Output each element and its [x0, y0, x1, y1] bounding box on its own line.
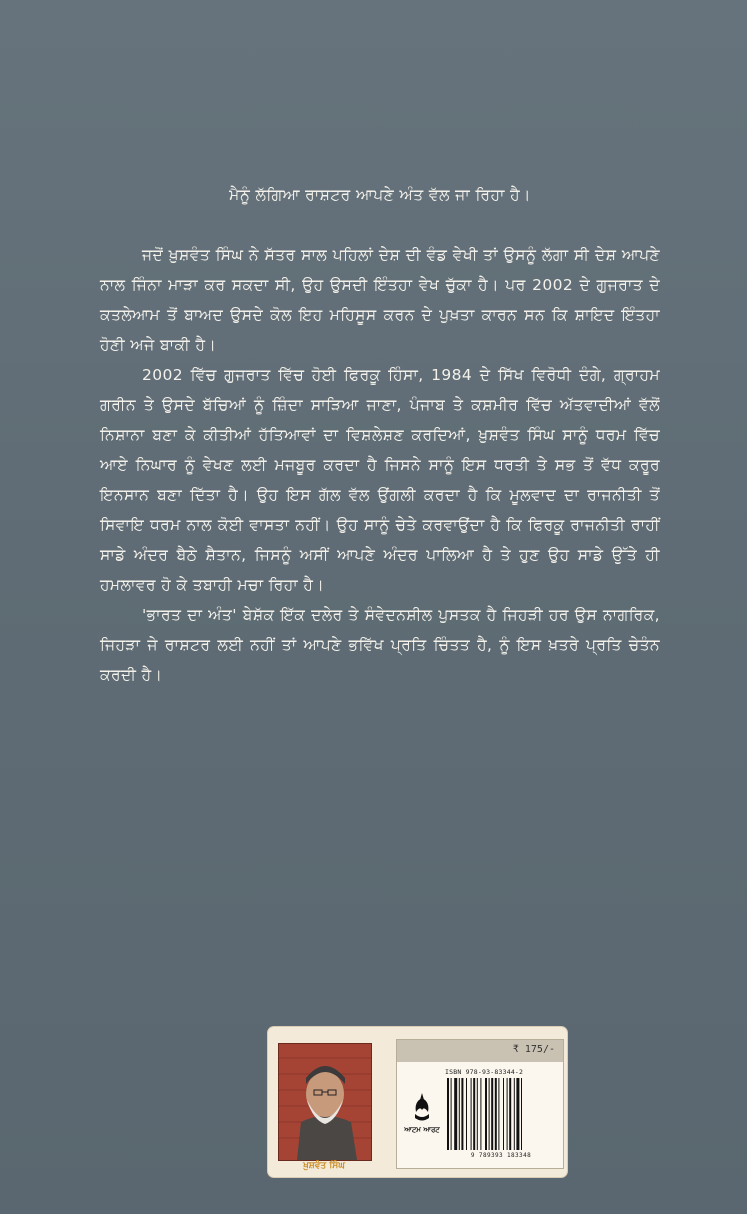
- author-name: ਖ਼ੁਸ਼ਵੰਤ ਸਿੰਘ: [303, 1161, 345, 1171]
- barcode-bar: [503, 1078, 504, 1150]
- barcode-bar: [509, 1078, 511, 1150]
- author-photo: [278, 1043, 372, 1161]
- barcode-bar: [454, 1078, 457, 1150]
- barcode-bar: [473, 1078, 475, 1150]
- barcode-bar: [507, 1078, 508, 1150]
- price-sticker: [268, 1027, 567, 1177]
- barcode-bar: [489, 1078, 490, 1150]
- price-strip: [397, 1040, 563, 1062]
- barcode: [445, 1078, 557, 1150]
- barcode-bar: [485, 1078, 487, 1150]
- isbn-label: ISBN 978-93-83344-2: [445, 1068, 524, 1076]
- barcode-bar: [461, 1078, 463, 1150]
- blurb-text: [100, 180, 660, 690]
- barcode-bar: [480, 1078, 481, 1150]
- barcode-bar: [447, 1078, 449, 1150]
- blurb-paragraph-3: 'ਭਾਰਤ ਦਾ ਅੰਤ' ਬੇਸ਼ੱਕ ਇੱਕ ਦਲੇਰ ਤੇ ਸੰਵੇਦਨਸ਼ੀਲ ਪੁਸਤਕ ਹੈ ਜਿਹੜੀ ਹਰ ਉਸ ਨਾਗਰਿਕ, ਜਿਹੜਾ ਜੇ ਰਾਸ਼ਟਰ ਲਈ ਨਹੀਂ ਤਾਂ ਆਪਣੇ ਭਵਿੱਖ ਪ੍ਰਤਿ ਚਿੰਤਤ ਹੈ, ਨੂੰ ਇਸ ਖ਼ਤਰੇ ਪ੍ਰਤਿ ਚੇਤੰਨ ਕਰਦੀ ਹੈ।: [100, 606, 660, 684]
- publisher-logo-icon: [405, 1090, 439, 1124]
- blurb-paragraph-2: 2002 ਵਿੱਚ ਗੁਜਰਾਤ ਵਿੱਚ ਹੋਈ ਫਿਰਕੂ ਹਿੰਸਾ, 1984 ਦੇ ਸਿੱਖ ਵਿਰੋਧੀ ਦੰਗੇ, ਗ੍ਰਾਹਮ ਗਰੀਨ ਤੇ ਉਸਦੇ ਬੱਚਿਆਂ ਨੂੰ ਜ਼ਿੰਦਾ ਸਾੜਿਆ ਜਾਣਾ, ਪੰਜਾਬ ਤੇ ਕਸ਼ਮੀਰ ਵਿੱਚ ਅੱਤਵਾਦੀਆਂ ਵੱਲੋਂ ਨਿਸ਼ਾਨਾ ਬਣਾ ਕੇ ਕੀਤੀਆਂ ਹੱਤਿਆਵਾਂ ਦਾ ਵਿਸ਼ਲੇਸ਼ਣ ਕਰਦਿਆਂ, ਖ਼ੁਸ਼ਵੰਤ ਸਿੰਘ ਸਾਨੂੰ ਧਰਮ ਵਿੱਚ ਆਏ ਨਿਘਾਰ ਨੂੰ ਵੇਖਣ ਲਈ ਮਜਬੂਰ ਕਰਦਾ ਹੈ ਜਿਸਨੇ ਸਾਨੂੰ ਇਸ ਧਰਤੀ ਤੇ ਸਭ ਤੋਂ ਵੱਧ ਕਰੂਰ ਇਨਸਾਨ ਬਣਾ ਦਿੱਤਾ ਹੈ। ਉਹ ਇਸ ਗੱਲ ਵੱਲ ਉਂਗਲੀ ਕਰਦਾ ਹੈ ਕਿ ਮੂਲਵਾਦ ਦਾ ਰਾਜਨੀਤੀ ਤੋਂ ਸਿਵਾਇ ਧਰਮ ਨਾਲ ਕੋਈ ਵਾਸਤਾ ਨਹੀਂ। ਉਹ ਸਾਨੂੰ ਚੇਤੇ ਕਰਵਾਉਂਦਾ ਹੈ ਕਿ ਫਿਰਕੂ ਰਾਜਨੀਤੀ ਰਾਹੀਂ ਸਾਡੇ ਅੰਦਰ ਬੈਠੇ ਸ਼ੈਤਾਨ, ਜਿਸਨੂੰ ਅਸੀਂ ਆਪਣੇ ਅੰਦਰ ਪਾਲਿਆ ਹੈ ਤੇ ਹੁਣ ਉਹ ਸਾਡੇ ਉੱਤੇ ਹੀ ਹਮਲਾਵਰ ਹੋ ਕੇ ਤਬਾਹੀ ਮਚਾ ਰਿਹਾ ਹੈ।: [100, 366, 660, 594]
- price-label: ₹ 175/-: [512, 1044, 555, 1055]
- publisher-name: ਆਟਮ ਆਰਟ: [404, 1126, 440, 1134]
- barcode-bar: [521, 1078, 522, 1150]
- barcode-bar: [498, 1078, 499, 1150]
- barcode-bar: [516, 1078, 519, 1150]
- barcode-panel: [396, 1039, 564, 1169]
- barcode-bar: [471, 1078, 472, 1150]
- author-photo-illustration: [279, 1044, 371, 1160]
- barcode-bars: [445, 1078, 557, 1150]
- blurb-paragraph-1: ਜਦੋਂ ਖ਼ੁਸ਼ਵੰਤ ਸਿੰਘ ਨੇ ਸੱਤਰ ਸਾਲ ਪਹਿਲਾਂ ਦੇਸ਼ ਦੀ ਵੰਡ ਵੇਖੀ ਤਾਂ ਉਸਨੂੰ ਲੱਗਾ ਸੀ ਦੇਸ਼ ਆਪਣੇ ਨਾਲ ਜਿੰਨਾ ਮਾੜਾ ਕਰ ਸਕਦਾ ਸੀ, ਉਹ ਉਸਦੀ ਇੰਤਹਾ ਵੇਖ ਚੁੱਕਾ ਹੈ। ਪਰ 2002 ਦੇ ਗੁਜਰਾਤ ਦੇ ਕਤਲੇਆਮ ਤੋਂ ਬਾਅਦ ਉਸਦੇ ਕੋਲ ਇਹ ਮਹਿਸੂਸ ਕਰਨ ਦੇ ਪੁਖ਼ਤਾ ਕਾਰਨ ਸਨ ਕਿ ਸ਼ਾਇਦ ਇੰਤਹਾ ਹੋਣੀ ਅਜੇ ਬਾਕੀ ਹੈ।: [100, 246, 660, 354]
- barcode-bar: [466, 1078, 467, 1150]
- barcode-bar: [491, 1078, 493, 1150]
- publisher-logo-graphic: [405, 1090, 439, 1124]
- barcode-bar: [495, 1078, 497, 1150]
- tagline: ਮੈਨੂੰ ਲੱਗਿਆ ਰਾਸ਼ਟਰ ਆਪਣੇ ਅੰਤ ਵੱਲ ਜਾ ਰਿਹਾ ਹੈ।: [229, 186, 531, 204]
- barcode-digits: 9 789393 183348: [470, 1152, 532, 1159]
- barcode-bar: [477, 1078, 478, 1150]
- barcode-bar: [451, 1078, 452, 1150]
- barcode-bar: [514, 1078, 515, 1150]
- barcode-bar: [459, 1078, 460, 1150]
